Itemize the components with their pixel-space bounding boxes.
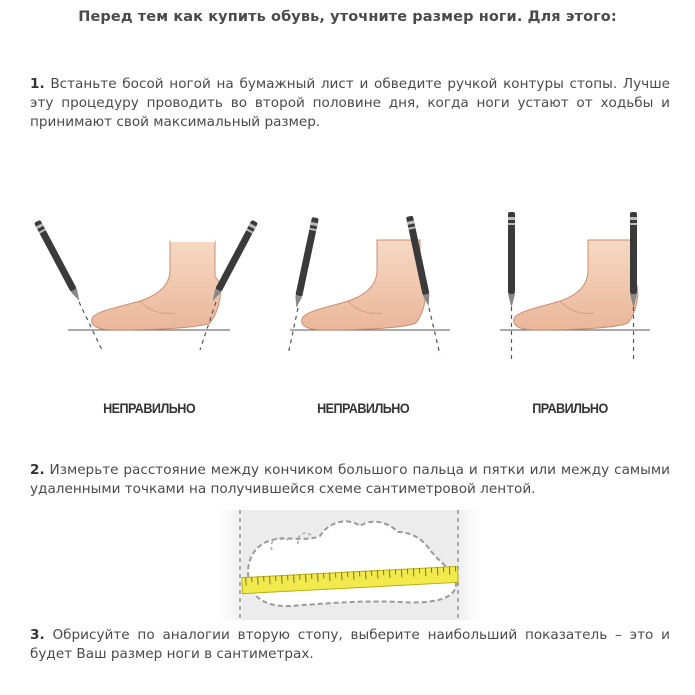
- step-1-text: Встаньте босой ногой на бумажный лист и обведите ручкой контуры стопы. Лучше эту процедуру проводить во второй половине дня, когда ноги устают от ходьбы и принимают свой максимальный размер.: [30, 76, 671, 130]
- step-3: [30, 626, 670, 664]
- step-1: [30, 75, 670, 132]
- illustration-correct: [480, 210, 680, 360]
- foot-shape: [92, 240, 221, 330]
- pen-icon: [293, 217, 319, 308]
- foot-shape: [514, 240, 638, 330]
- footprint-measure-illustration: [210, 510, 490, 620]
- pen-icon: [210, 220, 258, 303]
- step-2: [30, 461, 670, 499]
- step-1-number: 1.: [30, 76, 45, 92]
- step-3-text: Обрисуйте по аналогии вторую стопу, выберите наибольший показатель – это и будет Ваш размер ноги в сантиметрах.: [30, 627, 670, 662]
- pen-icon: [630, 212, 637, 308]
- foot-shape: [302, 240, 426, 330]
- step-3-number: 3.: [30, 627, 45, 643]
- illustration-wrong-1: [20, 215, 260, 365]
- illustration-wrong-2: [260, 215, 460, 365]
- step-2-text: Измерьте расстояние между кончиком большого пальца и пятки или между самыми удаленными точками на получившейся схеме сантиметровой лентой.: [30, 462, 670, 497]
- pen-icon: [34, 220, 82, 303]
- pen-icon: [508, 212, 515, 308]
- page-title: Перед тем как купить обувь, уточните размер ноги. Для этого:: [78, 9, 617, 25]
- step-2-number: 2.: [30, 462, 45, 478]
- caption-correct: ПРАВИЛЬНО: [532, 400, 608, 416]
- caption-wrong-2: НЕПРАВИЛЬНО: [317, 400, 410, 416]
- caption-wrong-1: НЕПРАВИЛЬНО: [103, 400, 196, 416]
